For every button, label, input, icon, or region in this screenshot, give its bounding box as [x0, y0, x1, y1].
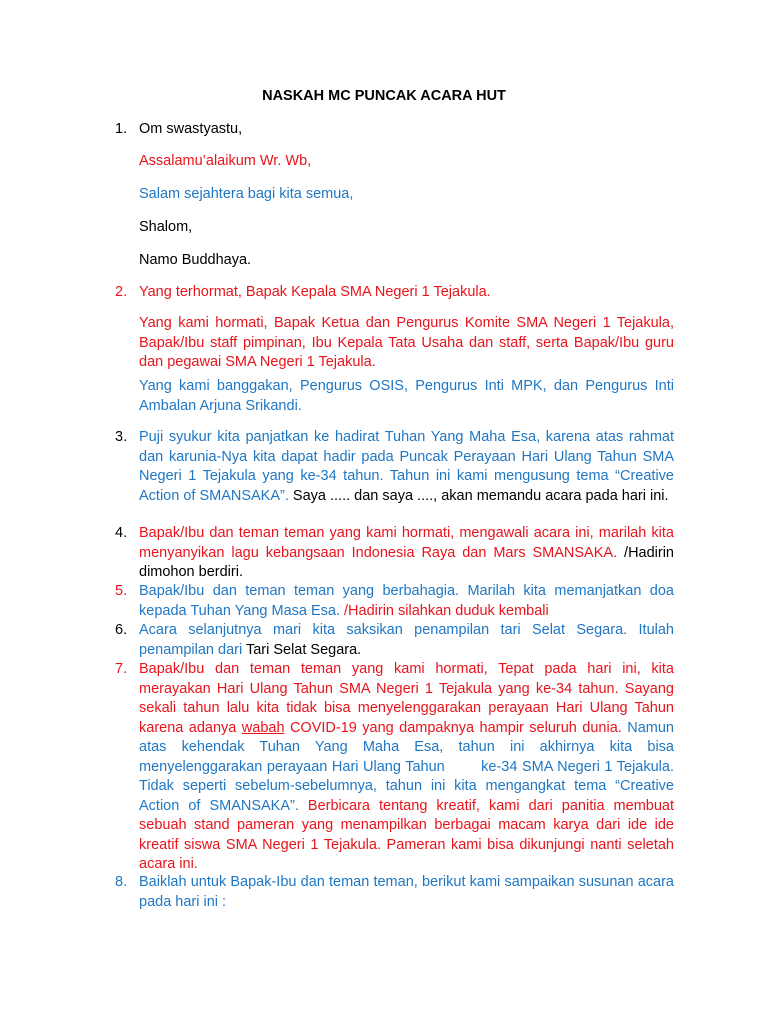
item-1-number: 1. [115, 121, 128, 137]
item-7-text-red-b: COVID-19 yang dampaknya hampir seluruh dunia. [284, 719, 622, 736]
item-7-paragraph [139, 660, 679, 875]
item-5-number: 5. [115, 583, 128, 599]
item-7-number: 7. [115, 661, 128, 677]
greeting-shalom: Shalom, [139, 219, 193, 235]
item-5-text-blue: Bapak/Ibu dan teman teman yang berbahagia. Marilah kita memanjatkan doa kepada Tuhan Yang Masa Esa. [139, 583, 674, 619]
greeting-assalamualaikum: Assalamu’alaikum Wr. Wb, [139, 153, 312, 169]
item-4-number: 4. [115, 525, 128, 541]
item-5-paragraph [139, 582, 674, 621]
item-8-number: 8. [115, 874, 128, 890]
item-4-text-red: Bapak/Ibu dan teman teman yang kami hormati, mengawali acara ini, marilah kita menyanyikan lagu kebangsaan Indonesia Raya dan Mars SMANSAKA. [139, 525, 674, 561]
item-2-proud-osis: Yang kami banggakan, Pengurus OSIS, Pengurus Inti MPK, dan Pengurus Inti Ambalan Arjuna Srikandi. [139, 378, 674, 414]
item-2-honored-committee: Yang kami hormati, Bapak Ketua dan Pengurus Komite SMA Negeri 1 Tejakula, Bapak/Ibu staff pimpinan, Ibu Kepala Tata Usaha dan staff, serta Bapak/Ibu guru dan pegawai SMA Negeri 1 Tejakula. [139, 315, 674, 370]
item-4-text-black: /Hadirin dimohon berdiri. [139, 544, 674, 580]
document-title: NASKAH MC PUNCAK ACARA HUT [262, 88, 506, 104]
item-6-text-blue: Acara selanjutnya mari kita saksikan penampilan tari Selat Segara. Itulah penampilan dari [139, 622, 674, 658]
greeting-salam-sejahtera: Salam sejahtera bagi kita semua, [139, 186, 354, 202]
item-7-text-red-a: Bapak/Ibu dan teman teman yang kami hormati, Tepat pada hari ini, kita merayakan Hari Ulang Tahun SMA Negeri 1 Tejakula yang ke-34 tahun. Sayang sekali tahun lalu kita tidak bisa menyelenggarakan perayaan Hari Ulang Tahun karena adanya [139, 661, 674, 736]
item-4-paragraph [139, 524, 674, 583]
item-6-number: 6. [115, 622, 128, 638]
item-8-paragraph: Baiklah untuk Bapak-Ibu dan teman teman, berikut kami sampaikan susunan acara pada hari ini : [139, 874, 674, 910]
greeting-om-swastyastu: Om swastyastu, [139, 121, 243, 137]
item-3-text-black: Saya ..... dan saya ...., akan memandu acara pada hari ini. [288, 487, 669, 504]
item-7-text-red-c: Berbicara tentang kreatif, kami dari panitia membuat sebuah stand pameran yang menampilkan berbagai macam karya dari ide ide kreatif siswa SMA Negeri 1 Tejakula. Pameran kami bisa dikunjungi nanti seletah acara ini. [139, 797, 674, 872]
item-2-honored-principal: Yang terhormat, Bapak Kepala SMA Negeri 1 Tejakula. [139, 284, 491, 300]
item-2-number: 2. [115, 284, 128, 300]
item-7-text-wabah: wabah [241, 719, 285, 736]
item-3-number: 3. [115, 429, 128, 445]
greeting-namo-buddhaya: Namo Buddhaya. [139, 252, 252, 268]
item-6-paragraph [139, 621, 674, 660]
item-5-text-red: /Hadirin silahkan duduk kembali [340, 602, 549, 619]
item-6-text-black: Tari Selat Segara. [242, 641, 362, 658]
item-7-text-blue: Namun atas kehendak Tuhan Yang Maha Esa, tahun ini akhirnya kita bisa menyelenggarakan perayaan Hari Ulang Tahun ke-34 SMA Negeri 1 Tejakula. Tidak seperti sebelum-sebelumnya, tahun ini kita mengangkat tema “Creative Action of SMANSAKA”. [139, 719, 679, 814]
item-3-paragraph [139, 428, 674, 506]
item-3-text-blue: Puji syukur kita panjatkan ke hadirat Tuhan Yang Maha Esa, karena atas rahmat dan karunia-Nya kita dapat hadir pada Puncak Perayaan Hari Ulang Tahun SMA Negeri 1 Tejakula yang ke-34 tahun. Tahun ini kami mengusung tema “Creative Action of SMANSAKA”. [139, 429, 674, 504]
